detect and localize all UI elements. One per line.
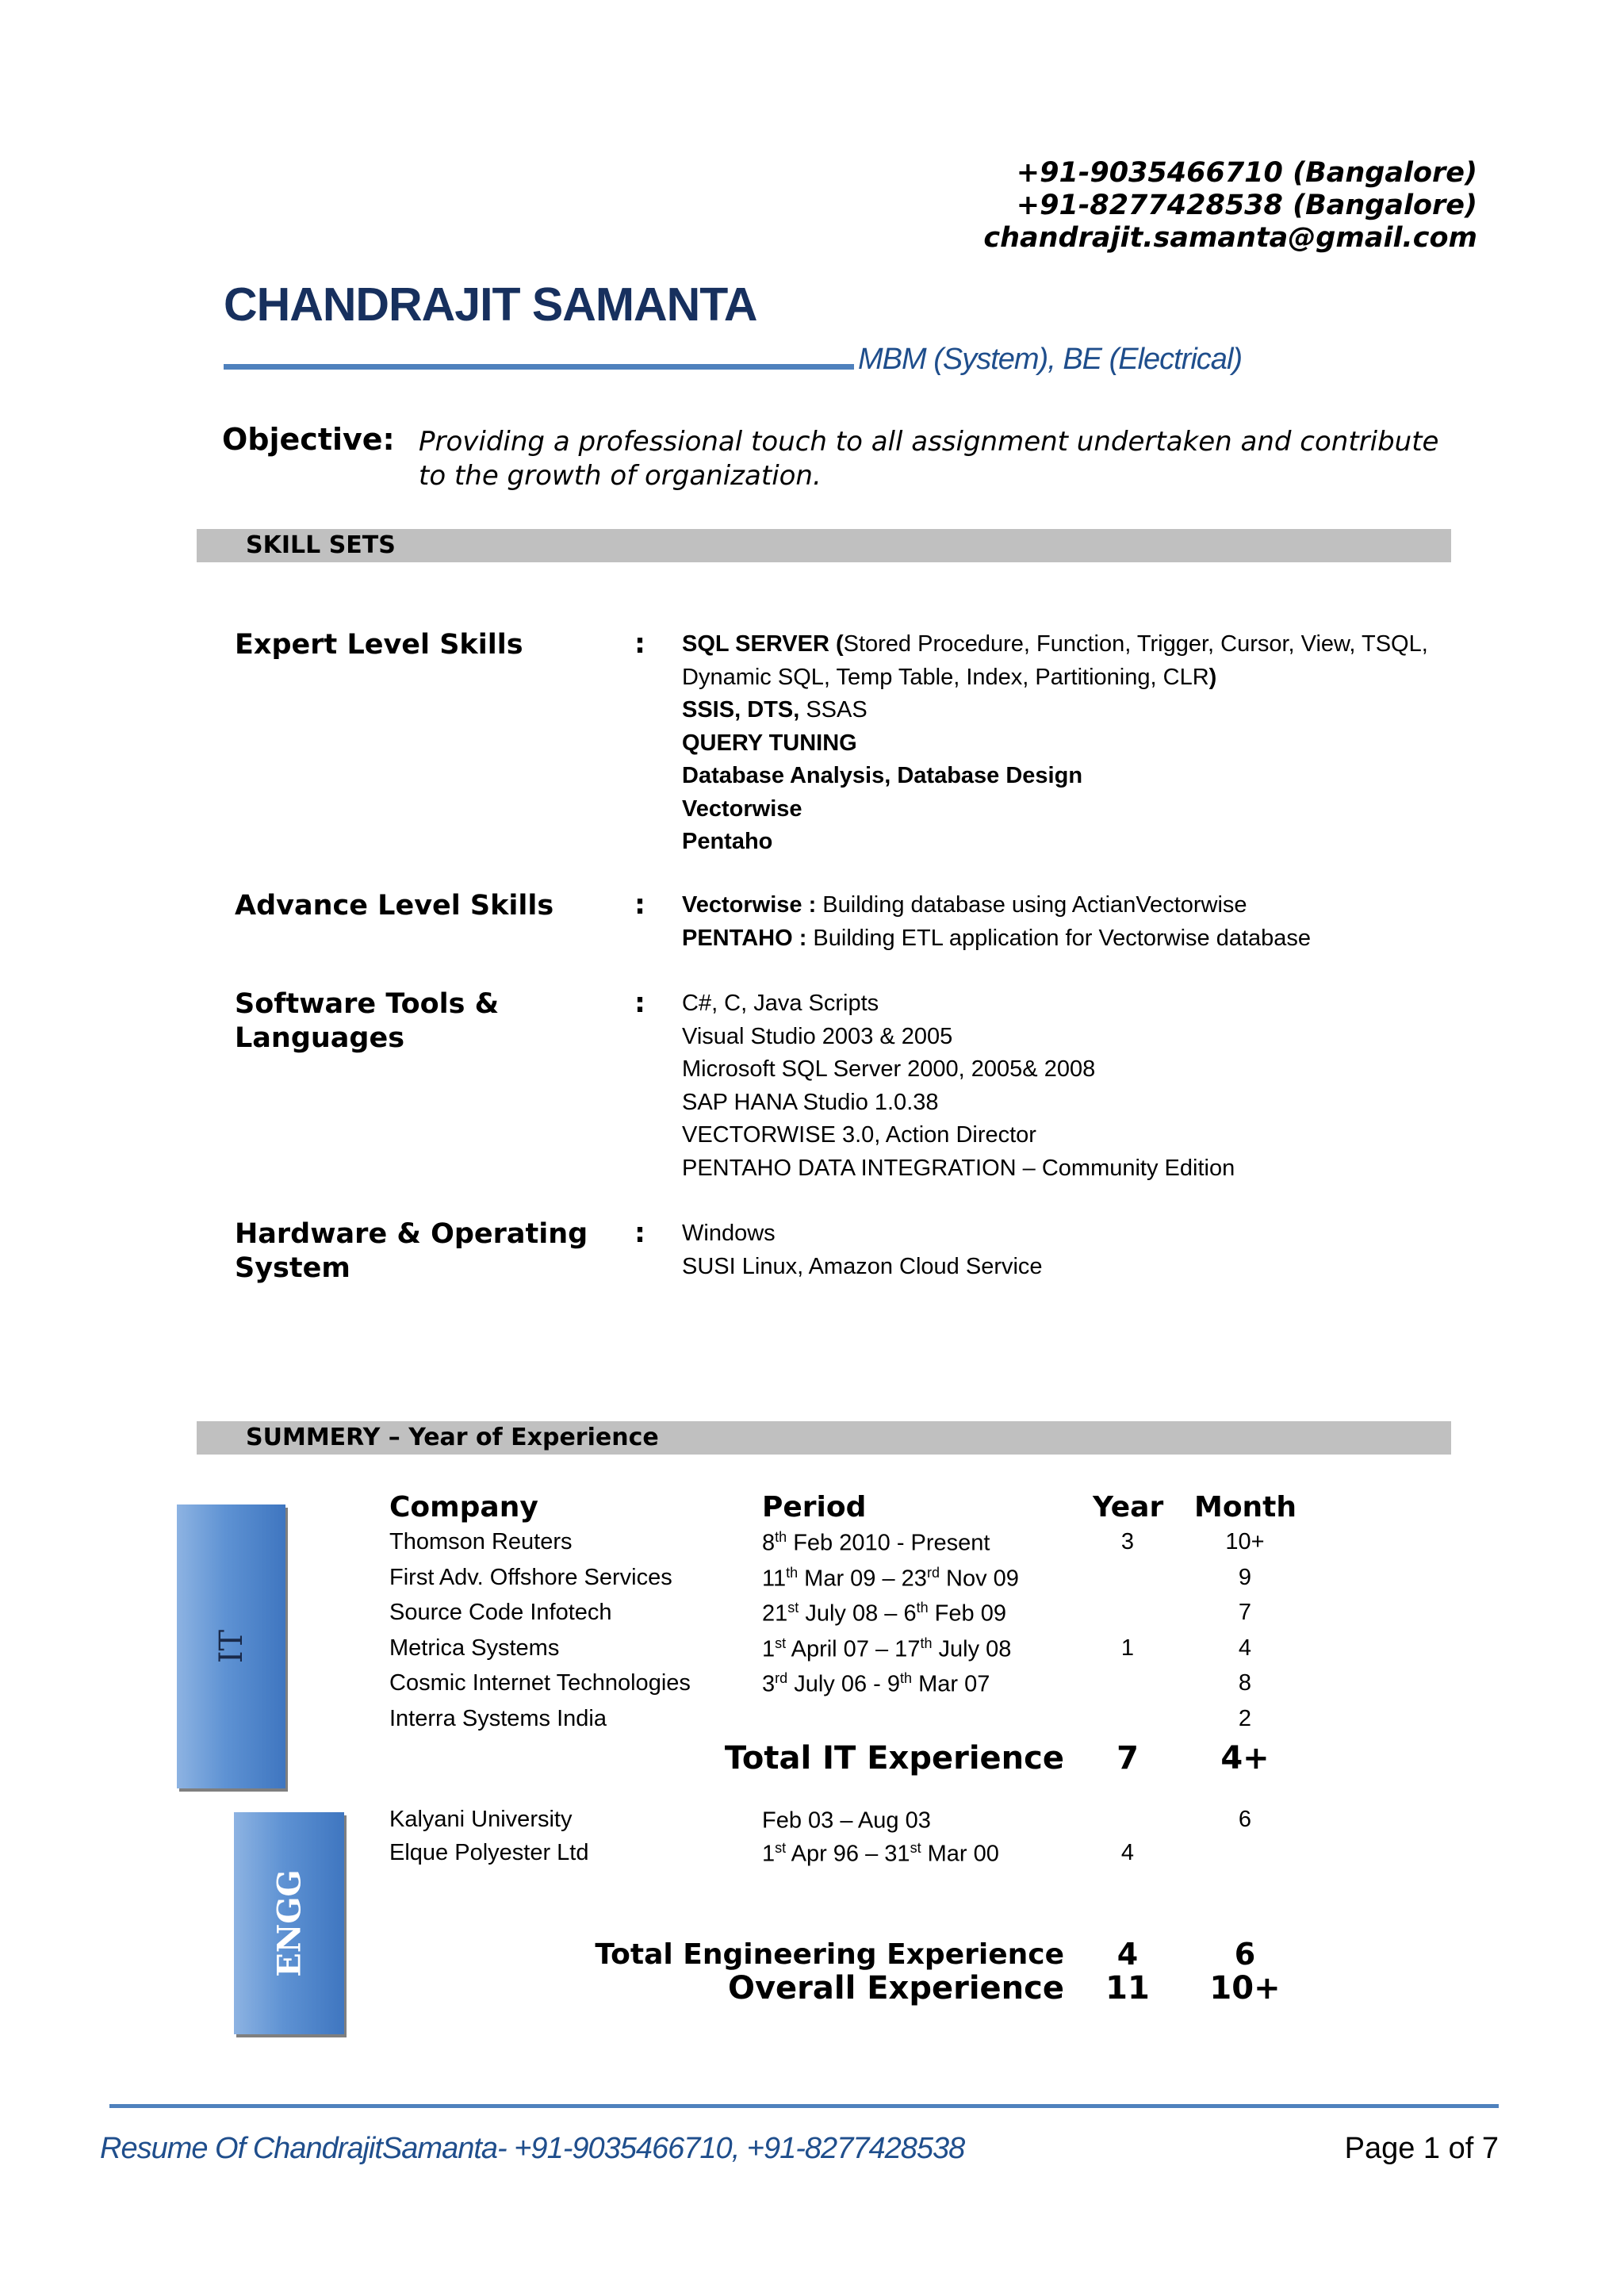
- total-engg-year: 4: [1116, 1937, 1139, 1972]
- objective-line-2: to the growth of organization.: [419, 460, 822, 492]
- header-company: Company: [389, 1491, 538, 1524]
- hardware-colon: :: [634, 1217, 645, 1249]
- row-year: 4: [1120, 1840, 1135, 1865]
- page-number: Page 1 of 7: [1344, 2132, 1499, 2165]
- total-it-year: 7: [1116, 1740, 1139, 1777]
- expert-line-5: Database Analysis, Database Design: [682, 763, 1083, 788]
- tools-item: SAP HANA Studio 1.0.38: [682, 1089, 939, 1115]
- row-company: Source Code Infotech: [389, 1600, 612, 1626]
- row-year: 3: [1120, 1529, 1135, 1554]
- hardware-item: Windows: [682, 1221, 776, 1246]
- header-period: Period: [762, 1491, 867, 1524]
- summary-title: SUMMERY – Year of Experience: [246, 1424, 659, 1451]
- row-company: First Adv. Offshore Services: [389, 1564, 672, 1590]
- tools-item: Visual Studio 2003 & 2005: [682, 1023, 953, 1049]
- phone-bangalore-2: +91-8277428538 (Bangalore): [1016, 190, 1477, 221]
- it-side-label: IT: [213, 1629, 250, 1664]
- row-month: 2: [1238, 1706, 1252, 1731]
- row-year: 1: [1120, 1635, 1135, 1661]
- row-company: Cosmic Internet Technologies: [389, 1670, 691, 1696]
- expert-line-1: SQL SERVER (Stored Procedure, Function, Trigger, Cursor, View, TSQL,: [682, 631, 1428, 657]
- tools-item: PENTAHO DATA INTEGRATION – Community Edition: [682, 1155, 1235, 1181]
- footer-resume-title: Resume Of ChandrajitSamanta- +91-9035466710, +91-8277428538: [100, 2132, 965, 2165]
- advance-line-2: PENTAHO : Building ETL application for Vectorwise database: [682, 925, 1312, 951]
- expert-line-7: Pentaho: [682, 829, 773, 854]
- tools-item: C#, C, Java Scripts: [682, 991, 879, 1016]
- row-month: 6: [1238, 1807, 1252, 1832]
- email: chandrajit.samanta@gmail.com: [983, 222, 1477, 254]
- overall-month: 10+: [1209, 1970, 1281, 2007]
- overall-year: 11: [1105, 1970, 1150, 2007]
- expert-skills-label: Expert Level Skills: [235, 629, 523, 661]
- contact-block: [983, 157, 1477, 255]
- phone-bangalore-1: +91-9035466710 (Bangalore): [1016, 157, 1477, 189]
- footer-divider: [109, 2104, 1499, 2108]
- total-it-month: 4+: [1220, 1740, 1270, 1777]
- hardware-item: SUSI Linux, Amazon Cloud Service: [682, 1253, 1043, 1279]
- row-period: 1st April 07 – 17th July 08: [762, 1635, 1012, 1662]
- tools-colon: :: [634, 987, 645, 1019]
- engg-side-label: ENGG: [270, 1869, 308, 1977]
- expert-line-2: Dynamic SQL, Temp Table, Index, Partitioning, CLR): [682, 664, 1217, 690]
- it-side-box: [177, 1504, 285, 1788]
- tools-item: Microsoft SQL Server 2000, 2005& 2008: [682, 1056, 1096, 1082]
- advance-colon: :: [634, 889, 645, 921]
- tools-item: VECTORWISE 3.0, Action Director: [682, 1122, 1036, 1148]
- hardware-label: Hardware & Operating System: [235, 1218, 588, 1284]
- row-period: 21st July 08 – 6th Feb 09: [762, 1600, 1006, 1627]
- overall-label: Overall Experience: [727, 1970, 1064, 2007]
- tools-list: [682, 987, 1491, 1185]
- row-period: 8th Feb 2010 - Present: [762, 1529, 990, 1556]
- name-underline: [224, 364, 854, 370]
- row-month: 4: [1238, 1635, 1252, 1661]
- engg-side-box: [234, 1812, 344, 2034]
- row-company: Interra Systems India: [389, 1706, 607, 1731]
- hardware-list: [682, 1217, 1491, 1283]
- row-month: 9: [1238, 1564, 1252, 1590]
- advance-line-1: Vectorwise : Building database using ActianVectorwise: [682, 892, 1247, 918]
- expert-colon: :: [634, 628, 645, 660]
- row-company: Kalyani University: [389, 1807, 573, 1832]
- degree: MBM (System), BE (Electrical): [858, 343, 1243, 376]
- row-month: 8: [1238, 1670, 1252, 1696]
- header-month: Month: [1194, 1491, 1297, 1524]
- expert-line-4: QUERY TUNING: [682, 730, 857, 756]
- total-engg-label: Total Engineering Experience: [595, 1938, 1064, 1971]
- expert-line-3: SSIS, DTS, SSAS: [682, 697, 868, 723]
- row-period: Feb 03 – Aug 03: [762, 1807, 931, 1834]
- skill-sets-bar: [197, 529, 1451, 562]
- total-engg-month: 6: [1234, 1937, 1256, 1972]
- expert-line-6: Vectorwise: [682, 795, 802, 822]
- row-company: Thomson Reuters: [389, 1529, 573, 1554]
- skill-sets-title: SKILL SETS: [246, 531, 396, 559]
- row-company: Elque Polyester Ltd: [389, 1840, 589, 1865]
- row-period: 1st Apr 96 – 31st Mar 00: [762, 1840, 999, 1867]
- objective-text: [419, 425, 1473, 493]
- candidate-name: CHANDRAJIT SAMANTA: [224, 278, 757, 331]
- expert-skills-list: [682, 628, 1491, 859]
- advance-skills-label: Advance Level Skills: [235, 890, 554, 922]
- row-period: 3rd July 06 - 9th Mar 07: [762, 1670, 990, 1698]
- tools-label: Software Tools & Languages: [235, 988, 500, 1054]
- objective-line-1: Providing a professional touch to all assignment undertaken and contribute: [419, 426, 1439, 458]
- header-year: Year: [1093, 1491, 1164, 1524]
- row-month: 7: [1238, 1600, 1252, 1626]
- advance-skills-list: [682, 889, 1491, 955]
- summary-bar: [197, 1421, 1451, 1455]
- row-company: Metrica Systems: [389, 1635, 560, 1661]
- total-it-label: Total IT Experience: [724, 1740, 1064, 1777]
- row-period: 11th Mar 09 – 23rd Nov 09: [762, 1564, 1019, 1592]
- row-month: 10+: [1225, 1529, 1265, 1554]
- objective-label: Objective:: [222, 422, 395, 457]
